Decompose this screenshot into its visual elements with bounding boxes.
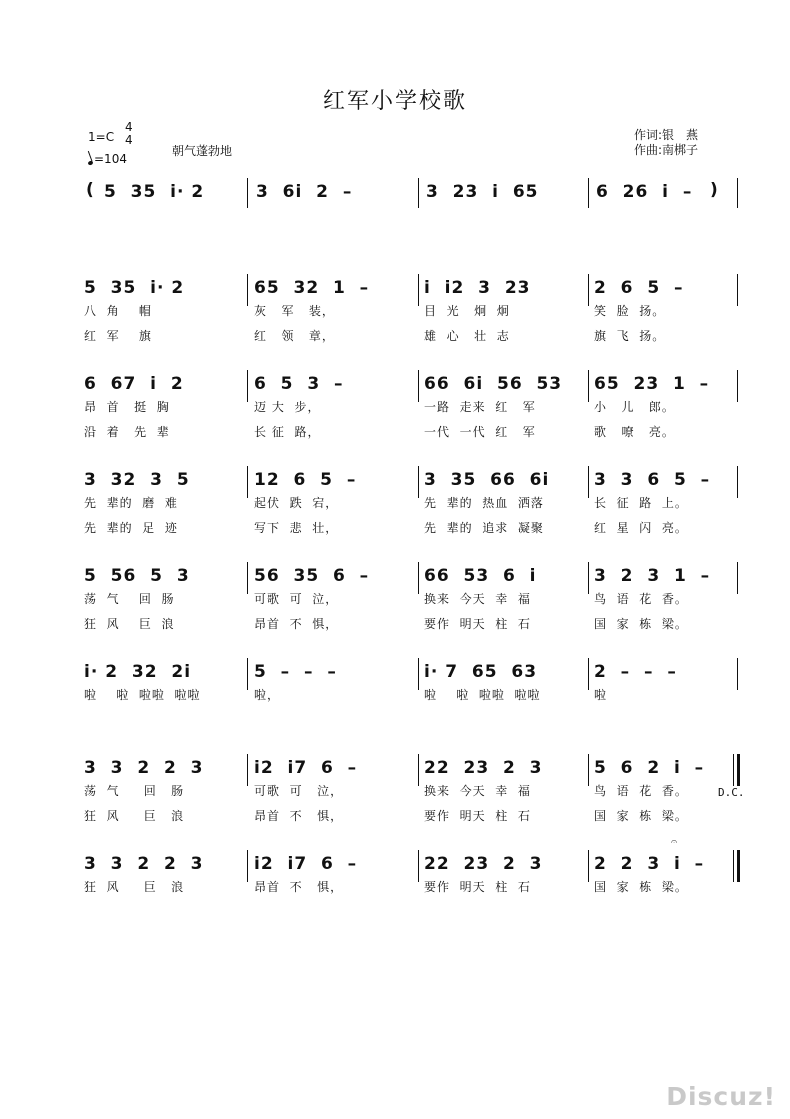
lyric-verse-1: 先 辈的 磨 难 xyxy=(84,496,178,510)
lyric-verse-2: 沿 着 先 辈 xyxy=(84,425,170,439)
lyric-verse-1: 换来 今天 幸 福 xyxy=(424,784,531,798)
lyric-verse-2: 先 辈的 足 迹 xyxy=(84,521,178,535)
barline xyxy=(588,754,589,786)
barline xyxy=(588,370,589,402)
barline xyxy=(418,274,419,306)
final-barline xyxy=(737,754,740,786)
barline xyxy=(247,850,248,882)
measure: 22 23 2 3 xyxy=(424,854,543,874)
lyric-verse-1: 荡 气 回 肠 xyxy=(84,592,175,606)
barline xyxy=(737,562,738,594)
lyric-verse-2: 红 星 闪 亮。 xyxy=(594,521,688,535)
barline xyxy=(733,850,734,882)
lyric-verse-1: 一路 走来 红 军 xyxy=(424,400,536,414)
intro-measure-4: 6 26 i – xyxy=(596,182,693,202)
credits xyxy=(634,128,698,158)
measure: i2 i7 6 – xyxy=(254,758,358,778)
lyric-verse-1: 目 光 炯 炯 xyxy=(424,304,510,318)
time-signature-bottom: 4 xyxy=(125,133,133,147)
barline xyxy=(737,370,738,402)
barline xyxy=(418,658,419,690)
lyric-verse-1: 迈 大 步， xyxy=(254,400,321,414)
barline xyxy=(737,466,738,498)
quarter-note-icon xyxy=(87,160,93,165)
lyric-verse-1: 小 儿 郎。 xyxy=(594,400,675,414)
barline xyxy=(588,850,589,882)
fermata-icon: 𝄐 xyxy=(671,835,678,848)
barline xyxy=(418,466,419,498)
watermark-logo: Discuz! xyxy=(666,1082,776,1111)
lyric-verse-1: 长 征 路 上。 xyxy=(594,496,688,510)
lyric-verse-1: 可歌 可 泣， xyxy=(254,784,344,798)
measure: 65 32 1 – xyxy=(254,278,370,298)
measure: 2 6 5 – xyxy=(594,278,684,298)
lyric-verse-2: 国 家 栋 梁。 xyxy=(594,617,688,631)
barline xyxy=(588,658,589,690)
lyric-verse-2: 写下 悲 壮， xyxy=(254,521,339,535)
barline xyxy=(588,466,589,498)
measure: 3 3 6 5 – xyxy=(594,470,711,490)
measure: 66 6i 56 53 xyxy=(424,374,563,394)
da-capo-mark: D.C. xyxy=(718,786,745,799)
measure: 6 5 3 – xyxy=(254,374,344,394)
time-signature-top: 4 xyxy=(125,120,133,134)
barline xyxy=(737,274,738,306)
lyric-verse-1: 可歌 可 泣， xyxy=(254,592,339,606)
lyric-verse-1: 国 家 栋 梁。 xyxy=(594,880,688,894)
barline xyxy=(247,754,248,786)
lyric-verse-1: 昂首 不 惧， xyxy=(254,880,344,894)
lyric-verse-1: 要作 明天 柱 石 xyxy=(424,880,531,894)
measure: 22 23 2 3 xyxy=(424,758,543,778)
lyric-verse-1: 啦 啦 啦啦 啦啦 xyxy=(424,688,541,702)
lyricist: 作词:银 燕 xyxy=(634,128,699,142)
measure: 6 67 i 2 xyxy=(84,374,184,394)
barline xyxy=(737,658,738,690)
lyric-verse-1: 换来 今天 幸 福 xyxy=(424,592,531,606)
lyric-verse-2: 歌 嘹 亮。 xyxy=(594,425,675,439)
measure: 5 6 2 i – xyxy=(594,758,705,778)
lyric-verse-2: 狂 风 巨 浪 xyxy=(84,617,175,631)
intro-open-paren: ( xyxy=(86,180,94,200)
measure: 65 23 1 – xyxy=(594,374,710,394)
barline xyxy=(588,178,589,208)
lyric-verse-1: 荡 气 回 肠 xyxy=(84,784,185,798)
lyric-verse-1: 笑 脸 扬。 xyxy=(594,304,666,318)
barline xyxy=(247,658,248,690)
lyric-verse-2: 先 辈的 追求 凝聚 xyxy=(424,521,544,535)
barline xyxy=(737,178,738,208)
measure: 3 2 3 1 – xyxy=(594,566,711,586)
lyric-verse-2: 国 家 栋 梁。 xyxy=(594,809,688,823)
lyric-verse-2: 要作 明天 柱 石 xyxy=(424,809,531,823)
measure: 5 35 i· 2 xyxy=(84,278,185,298)
measure: 3 3 2 2 3 xyxy=(84,758,204,778)
lyric-verse-1: 啦 xyxy=(594,688,608,702)
measure: 5 56 5 3 xyxy=(84,566,190,586)
measure: 2 2 3 i – xyxy=(594,854,705,874)
barline xyxy=(247,466,248,498)
song-title: 红军小学校歌 xyxy=(322,89,467,114)
composer: 作曲:南梆子 xyxy=(634,143,699,157)
measure: 2 – – – xyxy=(594,662,677,682)
tempo-mark xyxy=(88,152,127,167)
measure: 3 35 66 6i xyxy=(424,470,550,490)
barline xyxy=(418,850,419,882)
lyric-verse-1: 啦 啦 啦啦 啦啦 xyxy=(84,688,201,702)
barline xyxy=(247,562,248,594)
lyric-verse-2: 狂 风 巨 浪 xyxy=(84,809,185,823)
measure: 3 3 2 2 3 xyxy=(84,854,204,874)
measure: 56 35 6 – xyxy=(254,566,370,586)
lyric-verse-2: 要作 明天 柱 石 xyxy=(424,617,531,631)
lyric-verse-2: 长 征 路， xyxy=(254,425,321,439)
lyric-verse-1: 先 辈的 热血 洒落 xyxy=(424,496,544,510)
measure: 66 53 6 i xyxy=(424,566,537,586)
measure: i· 2 32 2i xyxy=(84,662,192,682)
barline xyxy=(247,274,248,306)
barline xyxy=(418,178,419,208)
lyric-verse-1: 起伏 跌 宕， xyxy=(254,496,339,510)
intro-measure-1: 5 35 i· 2 xyxy=(104,182,205,202)
measure: 5 – – – xyxy=(254,662,337,682)
lyric-verse-1: 昂 首 挺 胸 xyxy=(84,400,170,414)
lyric-verse-2: 昂首 不 惧， xyxy=(254,809,344,823)
lyric-verse-1: 狂 风 巨 浪 xyxy=(84,880,185,894)
barline xyxy=(418,562,419,594)
barline xyxy=(588,274,589,306)
barline xyxy=(733,754,734,786)
lyric-verse-2: 雄 心 壮 志 xyxy=(424,329,510,343)
barline xyxy=(588,562,589,594)
expression-mark: 朝气蓬勃地 xyxy=(172,144,233,158)
measure: 3 32 3 5 xyxy=(84,470,190,490)
intro-close-paren: ) xyxy=(710,180,718,200)
final-barline xyxy=(737,850,740,882)
intro-measure-3: 3 23 i 65 xyxy=(426,182,539,202)
measure: i2 i7 6 – xyxy=(254,854,358,874)
lyric-verse-1: 鸟 语 花 香。 xyxy=(594,784,688,798)
barline xyxy=(418,370,419,402)
barline xyxy=(247,370,248,402)
measure: i i2 3 23 xyxy=(424,278,531,298)
intro-measure-2: 3 6i 2 – xyxy=(256,182,353,202)
lyric-verse-2: 一代 一代 红 军 xyxy=(424,425,536,439)
barline xyxy=(247,178,248,208)
lyric-verse-2: 红 军 旗 xyxy=(84,329,152,343)
lyric-verse-2: 旗 飞 扬。 xyxy=(594,329,666,343)
lyric-verse-2: 红 领 章， xyxy=(254,329,335,343)
measure: 12 6 5 – xyxy=(254,470,357,490)
lyric-verse-1: 八 角 帽 xyxy=(84,304,152,318)
tempo-value: =104 xyxy=(94,152,127,166)
barline xyxy=(418,754,419,786)
lyric-verse-1: 鸟 语 花 香。 xyxy=(594,592,688,606)
measure: i· 7 65 63 xyxy=(424,662,538,682)
lyric-verse-2: 昂首 不 惧， xyxy=(254,617,339,631)
lyric-verse-1: 啦， xyxy=(254,688,281,702)
key-signature: 1=C xyxy=(88,130,115,144)
time-signature xyxy=(125,121,133,147)
lyric-verse-1: 灰 军 装， xyxy=(254,304,335,318)
